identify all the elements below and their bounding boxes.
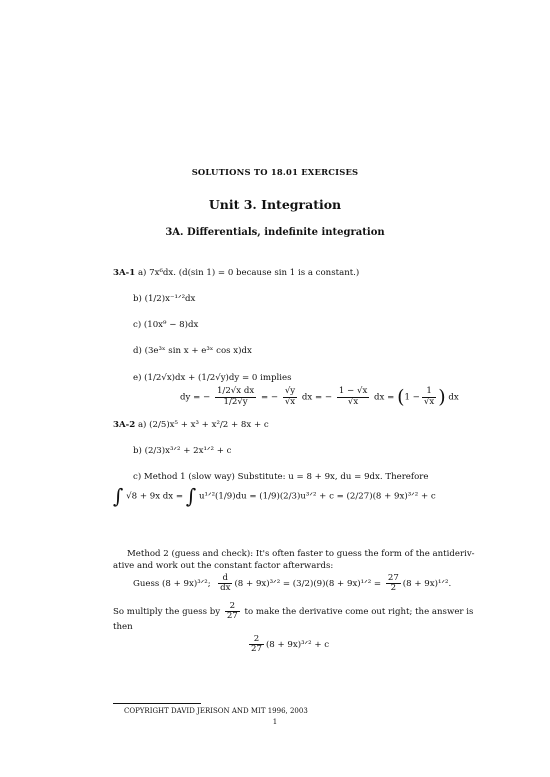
problem-label: 3A-1 [113, 268, 136, 278]
page-header: SOLUTIONS TO 18.01 EXERCISES [191, 167, 359, 177]
derivative-operator [218, 574, 232, 593]
fraction-2 [283, 387, 297, 406]
integral-equation [113, 484, 436, 508]
integral-sign: ∫ [185, 484, 197, 508]
problem-3A1-part-d: d) (3e³ˣ sin x + e³ˣ cos x)dx [133, 346, 252, 356]
problem-3A2-part-c: c) Method 1 (slow way) Substitute: u = 8 + 9x, du = 9dx. Therefore [133, 472, 429, 482]
so-text-end: to make the derivative come out right; the answer is [244, 607, 474, 618]
eq-sign-2: dx = − [301, 392, 333, 403]
fraction-4-num: 1 [422, 387, 436, 397]
so-text-start: So multiply the guess by [113, 607, 221, 618]
integral-sign: ∫ [113, 484, 124, 508]
equation-3A1-e [180, 386, 459, 408]
problem-label: 3A-2 [113, 420, 136, 430]
problem-3A1-part-c: c) (10x⁹ − 8)dx [133, 320, 199, 330]
integral-lhs: √8 + 9x dx = [126, 491, 184, 502]
fraction-1-num: 1/2√x dx [216, 386, 255, 397]
problem-3A1-part-a [113, 268, 359, 278]
fraction-2-den: √x [284, 396, 296, 407]
eq-tail: dx [448, 392, 459, 403]
fraction-3-den: √x [347, 396, 359, 407]
then-word: then [113, 622, 133, 632]
eq-sign-1: = − [260, 392, 279, 403]
unit-title: Unit 3. Integration [208, 197, 342, 212]
inner-term: 1 − [404, 392, 420, 403]
answer-tail: (8 + 9x)³ᐟ² + c [265, 640, 330, 651]
method2-line-2: ative and work out the constant factor afterwards: [113, 561, 334, 571]
answer-fraction-den: 27 [251, 644, 262, 655]
derivative-num: d [218, 574, 232, 584]
so-fraction [225, 602, 240, 621]
eq-sign-3: dx = [374, 392, 395, 403]
so-fraction-den: 27 [226, 611, 238, 622]
answer-text: a) (2/5)x⁵ + x³ + x²/2 + 8x + c [137, 420, 269, 430]
copyright-footer: COPYRIGHT DAVID JERISON AND MIT 1996, 2003 [124, 707, 308, 715]
guess-fraction [386, 574, 401, 593]
guess-end: (8 + 9x)¹ᐟ². [402, 579, 452, 590]
final-answer [247, 635, 329, 654]
footnote-rule [113, 703, 201, 704]
fraction-1 [215, 387, 256, 406]
guess-fraction-den: 2 [390, 583, 397, 594]
derivative-den: dx [220, 583, 231, 594]
guess-fraction-num: 27 [387, 573, 399, 583]
answer-text: a) 7x⁶dx. (d(sin 1) = 0 because sin 1 is a constant.) [137, 268, 360, 278]
answer-fraction-num: 2 [249, 635, 264, 645]
answer-fraction [249, 635, 264, 654]
fraction-3-num: 1 − √x [338, 386, 368, 397]
problem-3A1-part-b: b) (1/2)x⁻¹ᐟ²dx [133, 294, 196, 304]
fraction-3 [337, 387, 369, 406]
page-number: 1 [272, 718, 278, 726]
method2-line-1: Method 2 (guess and check): It's often faster to guess the form of the antideriv- [127, 549, 475, 559]
so-fraction-num: 2 [225, 602, 240, 612]
problem-3A1-part-e: e) (1/2√x)dx + (1/2√y)dy = 0 implies [133, 373, 292, 383]
fraction-4-den: √x [423, 396, 435, 407]
guess-equation [133, 574, 451, 593]
guess-middle: (8 + 9x)³ᐟ² = (3/2)(9)(8 + 9x)¹ᐟ² = [234, 579, 382, 590]
fraction-2-num: √y [284, 386, 296, 397]
integral-rhs: u¹ᐟ²(1/9)du = (1/9)(2/3)u³ᐟ² + c = (2/27)(8 + 9x)³ᐟ² + c [198, 491, 436, 502]
guess-start: Guess (8 + 9x)³ᐟ²; [133, 579, 211, 590]
open-paren: ( [397, 386, 405, 408]
so-multiply-line [113, 602, 473, 621]
close-paren: ) [438, 386, 446, 408]
problem-3A2-part-b: b) (2/3)x³ᐟ² + 2x¹ᐟ² + c [133, 446, 232, 456]
fraction-4 [422, 387, 436, 406]
section-title: 3A. Differentials, indefinite integration [165, 227, 385, 238]
fraction-1-den: 1/2√y [223, 396, 248, 407]
problem-3A2-part-a [113, 420, 269, 430]
eq-lhs: dy = − [180, 392, 211, 403]
